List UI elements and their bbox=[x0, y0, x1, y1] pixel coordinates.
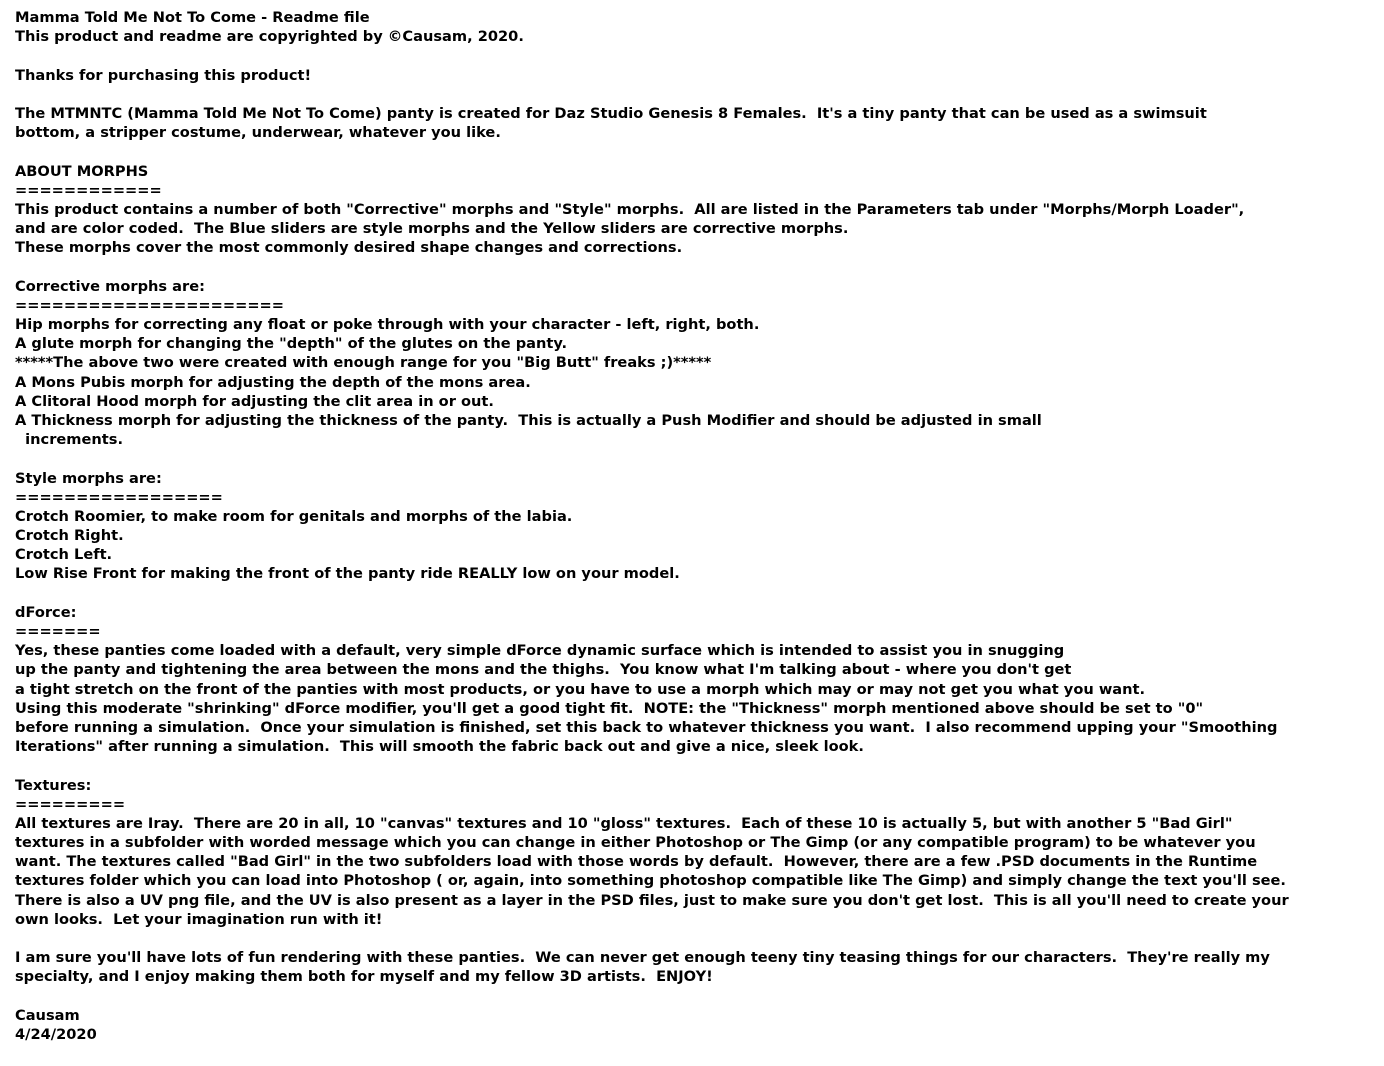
text-line: want. The textures called "Bad Girl" in the two subfolders load with those words by default. However, there are a few .PSD documents in the Runtime bbox=[15, 853, 1258, 871]
blank-line bbox=[15, 584, 1375, 603]
text-line: 4/24/2020 bbox=[15, 1025, 97, 1043]
text-line: up the panty and tightening the area between the mons and the thighs. You know what I'm talking about - where you don't get bbox=[15, 661, 1072, 679]
text-line: and are color coded. The Blue sliders are style morphs and the Yellow sliders are corrective morphs. bbox=[15, 220, 849, 238]
blank-line bbox=[15, 929, 1375, 948]
text-line: before running a simulation. Once your simulation is finished, set this back to whatever thickness you want. I also recommend upping your "Smoothing bbox=[15, 718, 1278, 736]
text-line: Crotch Left. bbox=[15, 546, 113, 564]
text-line: dForce: bbox=[15, 603, 77, 621]
text-line: ============ bbox=[15, 181, 162, 199]
text-line: ======= bbox=[15, 623, 101, 640]
blank-line bbox=[15, 142, 1375, 161]
text-line: ========= bbox=[15, 795, 126, 813]
text-line: A Clitoral Hood morph for adjusting the clit area in or out. bbox=[15, 392, 494, 410]
text-line: a tight stretch on the front of the panties with most products, or you have to use a morph which may or may not get you what you want. bbox=[15, 680, 1146, 698]
text-line: textures folder which you can load into Photoshop ( or, again, into something photoshop compatible like The Gimp) and simply change the text you'll see. bbox=[15, 872, 1286, 890]
text-line: own looks. Let your imagination run with it! bbox=[15, 910, 383, 928]
blank-line bbox=[15, 756, 1375, 775]
blank-line bbox=[15, 257, 1375, 276]
text-line: bottom, a stripper costume, underwear, whatever you like. bbox=[15, 124, 501, 142]
text-line: All textures are Iray. There are 20 in all, 10 "canvas" textures and 10 "gloss" textures. Each of these 10 is actually 5, but with another 5 "Bad Girl" bbox=[15, 814, 1233, 832]
text-line: ABOUT MORPHS bbox=[15, 162, 149, 180]
text-line: specialty, and I enjoy making them both for myself and my fellow 3D artists. ENJOY! bbox=[15, 968, 713, 986]
text-line: Thanks for purchasing this product! bbox=[15, 66, 312, 84]
text-line: *****The above two were created with enough range for you "Big Butt" freaks ;)***** bbox=[15, 354, 712, 372]
text-line: increments. bbox=[15, 431, 123, 449]
text-line: Corrective morphs are: bbox=[15, 277, 205, 295]
text-line: Textures: bbox=[15, 776, 92, 794]
text-line: textures in a subfolder with worded message which you can change in either Photoshop or The Gimp (or any compatible program) to be whatever you bbox=[15, 834, 1256, 852]
readme-document bbox=[15, 8, 1375, 1044]
text-line: A glute morph for changing the "depth" of the glutes on the panty. bbox=[15, 335, 568, 353]
text-line: Using this moderate "shrinking" dForce modifier, you'll get a good tight fit. NOTE: the "Thickness" morph mentioned above should be set to "0" bbox=[15, 699, 1204, 717]
text-line: A Mons Pubis morph for adjusting the depth of the mons area. bbox=[15, 373, 531, 391]
text-line: Iterations" after running a simulation. This will smooth the fabric back out and give a nice, sleek look. bbox=[15, 738, 864, 756]
text-line: Mamma Told Me Not To Come - Readme file bbox=[15, 9, 370, 26]
text-line: Yes, these panties come loaded with a default, very simple dForce dynamic surface which is intended to assist you in snugging bbox=[15, 642, 1065, 660]
text-line: ====================== bbox=[15, 296, 285, 314]
text-line: Crotch Roomier, to make room for genitals and morphs of the labia. bbox=[15, 507, 573, 525]
text-line: This product contains a number of both "Corrective" morphs and "Style" morphs. All are listed in the Parameters tab under "Morphs/Morph Loader", bbox=[15, 200, 1245, 218]
blank-line bbox=[15, 987, 1375, 1006]
text-line: Crotch Right. bbox=[15, 527, 124, 545]
text-line: A Thickness morph for adjusting the thickness of the panty. This is actually a Push Modifier and should be adjusted in small bbox=[15, 411, 1042, 429]
blank-line bbox=[15, 85, 1375, 104]
text-line: These morphs cover the most commonly desired shape changes and corrections. bbox=[15, 239, 683, 257]
blank-line bbox=[15, 46, 1375, 65]
text-line: I am sure you'll have lots of fun rendering with these panties. We can never get enough teeny tiny teasing things for our characters. They're really my bbox=[15, 949, 1270, 967]
text-line: Style morphs are: bbox=[15, 469, 162, 487]
text-line: Low Rise Front for making the front of the panty ride REALLY low on your model. bbox=[15, 565, 680, 583]
text-line: There is also a UV png file, and the UV is also present as a layer in the PSD files, just to make sure you don't get lost. This is all you'll need to create your bbox=[15, 891, 1289, 909]
text-line: The MTMNTC (Mamma Told Me Not To Come) panty is created for Daz Studio Genesis 8 Females. It's a tiny panty that can be used as a swimsuit bbox=[15, 104, 1207, 122]
blank-line bbox=[15, 449, 1375, 468]
text-line: Causam bbox=[15, 1006, 80, 1024]
text-line: ================= bbox=[15, 488, 223, 506]
text-line: Hip morphs for correcting any float or poke through with your character - left, right, both. bbox=[15, 316, 760, 333]
text-line: This product and readme are copyrighted by ©Causam, 2020. bbox=[15, 28, 524, 46]
